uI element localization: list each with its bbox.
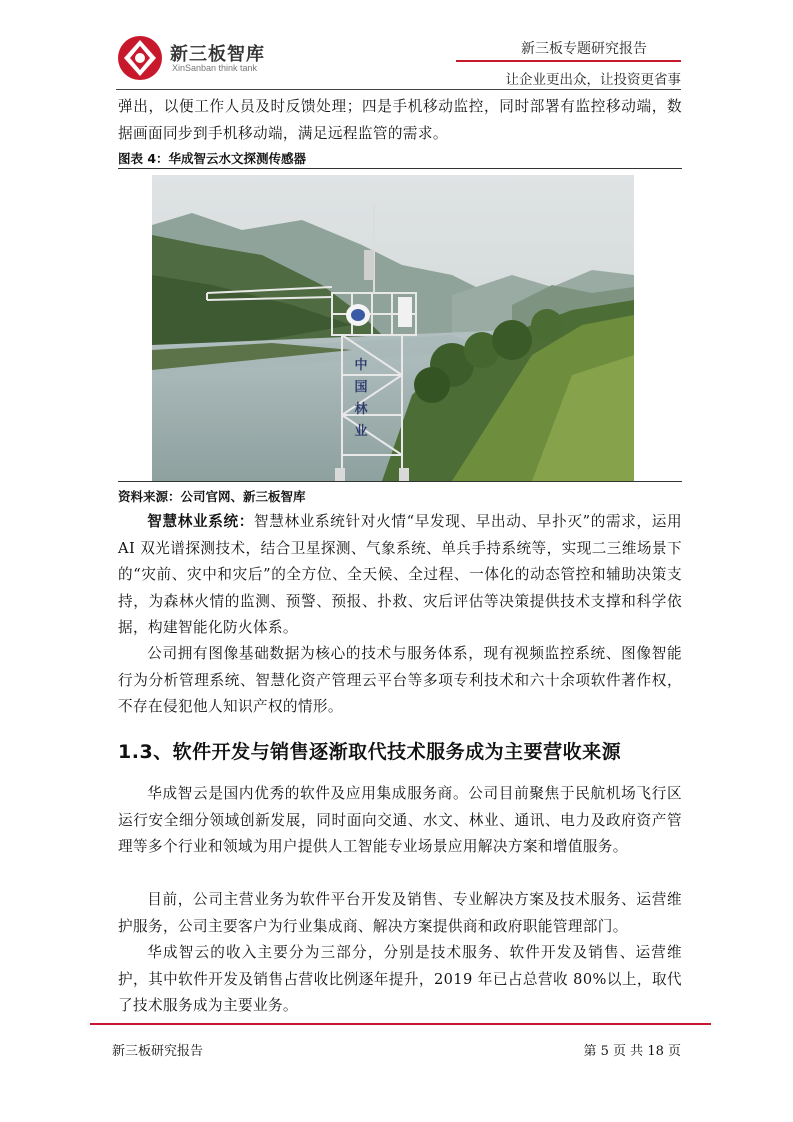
paragraph-business: 目前，公司主营业务为软件平台开发及销售、专业解决方案及技术服务、运营维护服务，公司主要客户为行业集成商、解决方案提供商和政府职能管理部门。 bbox=[118, 891, 682, 935]
header-divider bbox=[116, 89, 681, 90]
forestry-lead: 智慧林业系统： bbox=[147, 513, 255, 530]
logo-tagline: XinSanban think tank bbox=[172, 63, 258, 73]
figure-caption: 图表 4：华成智云水文探测传感器 bbox=[118, 151, 307, 166]
river-sensor-photo bbox=[152, 175, 634, 481]
paragraph-intro: 华成智云是国内优秀的软件及应用集成服务商。公司目前聚焦于民航机场飞行区运行安全细分领域创新发展，同时面向交通、水文、林业、通讯、电力及政府资产管理等多个行业和领域为用户提供人工智能专业场景应用解决方案和增值服务。 bbox=[118, 785, 682, 855]
logo-icon bbox=[116, 34, 164, 82]
report-title: 新三板专题研究报告 bbox=[521, 41, 647, 57]
page-number: 第 5 页 共 18 页 bbox=[583, 1044, 681, 1059]
tower-signage: 中国林业 bbox=[354, 358, 368, 439]
figure-photo bbox=[152, 175, 634, 481]
paragraph-revenue: 华成智云的收入主要分为三部分，分别是技术服务、软件开发及销售、运营维护，其中软件开发及销售占营收比例逐年提升，2019 年已占总营收 80%以上，取代了技术服务成为主要业务。 bbox=[118, 944, 682, 1014]
header-slogan: 让企业更出众，让投资更省事 bbox=[505, 72, 681, 88]
forestry-body: 智慧林业系统针对火情“早发现、早出动、早扑灭”的需求，运用 AI 双光谱探测技术，结合卫星探测、气象系统、单兵手持系统等，实现二三维场景下的“灾前、灾中和灾后”的全方位、全天候、全过程、一体化的动态管控和辅助决策支持，为森林火情的监测、预警、预报、扑救、灾后评估等决策提供技术支撑和科学依据，构建智能化防火体系。 bbox=[118, 513, 682, 636]
paragraph-top: 弹出，以便工作人员及时反馈处理；四是手机移动监控，同时部署有监控移动端，数据画面同步到手机移动端，满足远程监管的需求。 bbox=[118, 98, 682, 142]
footer-divider bbox=[90, 1023, 711, 1025]
figure-source: 资料来源：公司官网、新三板智库 bbox=[118, 489, 306, 504]
paragraph-ip: 公司拥有图像基础数据为核心的技术与服务体系，现有视频监控系统、图像智能行为分析管理系统、智慧化资产管理云平台等多项专利技术和六十余项软件著作权，不存在侵犯他人知识产权的情形。 bbox=[118, 645, 682, 715]
section-heading: 1.3、软件开发与销售逐渐取代技术服务成为主要营收来源 bbox=[118, 741, 622, 763]
header-accent-line bbox=[456, 60, 681, 62]
logo-name: 新三板智库 bbox=[170, 44, 265, 65]
paragraph-forestry bbox=[118, 509, 682, 642]
figure-bottom-divider bbox=[118, 481, 682, 482]
footer-label: 新三板研究报告 bbox=[112, 1044, 204, 1059]
caption-divider bbox=[118, 168, 682, 169]
